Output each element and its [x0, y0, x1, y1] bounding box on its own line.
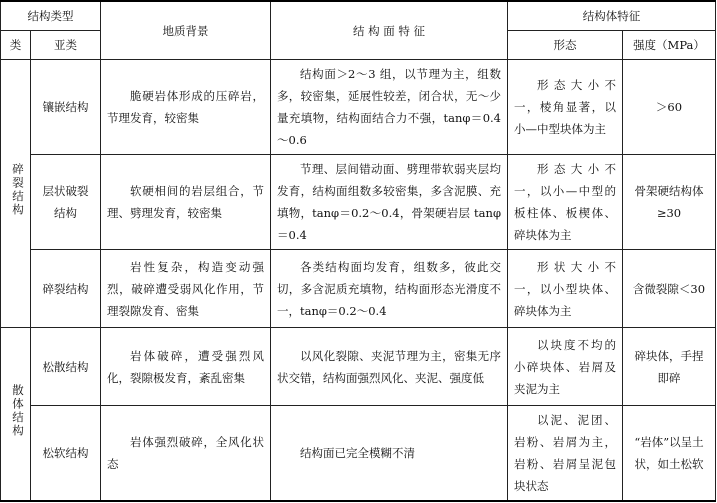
header-shape: 形态: [508, 31, 623, 60]
strength-cell: 碎块体，手捏即碎: [623, 328, 716, 406]
table-row: [1, 155, 716, 250]
strength-cell: ＞60: [623, 60, 716, 155]
subclass-cell: 镶嵌结构: [31, 60, 101, 155]
geology-cell: 岩体强烈破碎，全风化状态: [101, 406, 271, 502]
table-row: [1, 250, 716, 328]
table-row: [1, 60, 716, 155]
group-class-label: [1, 328, 31, 502]
subclass-cell: 松散结构: [31, 328, 101, 406]
shape-cell: 以块度不均的小碎块体、岩屑及夹泥为主: [508, 328, 623, 406]
strength-cell: “岩体”以呈土状，如土松软: [623, 406, 716, 502]
table-row: [1, 406, 716, 502]
class-name: 散体结构: [11, 383, 25, 438]
group-class-label: [1, 60, 31, 328]
header-subclass: 亚类: [31, 31, 101, 60]
geology-cell: 岩性复杂，构造变动强烈，破碎遭受弱风化作用，节理裂隙发育、密集: [101, 250, 271, 328]
shape-cell: 形态大小不一，棱角显著，以小—中型块体为主: [508, 60, 623, 155]
shape-cell: 形态大小不一，以小—中型的板柱体、板楔体、碎块体为主: [508, 155, 623, 250]
plane-cell: 以风化裂隙、夹泥节理为主，密集无序状交错，结构面强烈风化、夹泥、强度低: [271, 328, 508, 406]
subclass-cell: 碎裂结构: [31, 250, 101, 328]
geology-cell: 脆硬岩体形成的压碎岩，节理发育，较密集: [101, 60, 271, 155]
header-structure-type: 结构类型: [1, 1, 101, 31]
header-strength: 强度（MPa）: [623, 31, 716, 60]
shape-cell: 以泥、泥团、岩粉、岩屑为主，岩粉、岩屑呈泥包块状态: [508, 406, 623, 502]
subclass-cell: 层状破裂结构: [31, 155, 101, 250]
table-row: [1, 328, 716, 406]
strength-cell: 骨架硬结构体≥30: [623, 155, 716, 250]
subclass-cell: 松软结构: [31, 406, 101, 502]
plane-cell: 结构面＞2～3 组，以节理为主，组数多，较密集，延展性较差，闭合状，无～少量充填物，结构面结合力不强，tanφ＝0.4～0.6: [271, 60, 508, 155]
plane-cell: 各类结构面均发育，组数多，彼此交切，多含泥质充填物，结构面形态光滑度不一，tanφ＝0.2～0.4: [271, 250, 508, 328]
shape-cell: 形状大小不一，以小型块体、碎块体为主: [508, 250, 623, 328]
plane-cell: 结构面已完全模糊不清: [271, 406, 508, 502]
strength-cell: 含微裂隙＜30: [623, 250, 716, 328]
geology-cell: 岩体破碎，遭受强烈风化，裂隙极发育，紊乱密集: [101, 328, 271, 406]
header-geology: 地质背景: [101, 1, 271, 60]
class-name: 碎裂结构: [11, 163, 25, 217]
header-body-features: 结构体特征: [508, 1, 716, 31]
header-plane-features: 结 构 面 特 征: [271, 1, 508, 60]
header-class: 类: [1, 31, 31, 60]
geology-cell: 软硬相间的岩层组合，节理、劈理发育，较密集: [101, 155, 271, 250]
plane-cell: 节理、层间错动面、劈理带软弱夹层均发育，结构面组数多较密集，多含泥膜、充填物，tanφ＝0.2～0.4，骨架硬岩层 tanφ＝0.4: [271, 155, 508, 250]
